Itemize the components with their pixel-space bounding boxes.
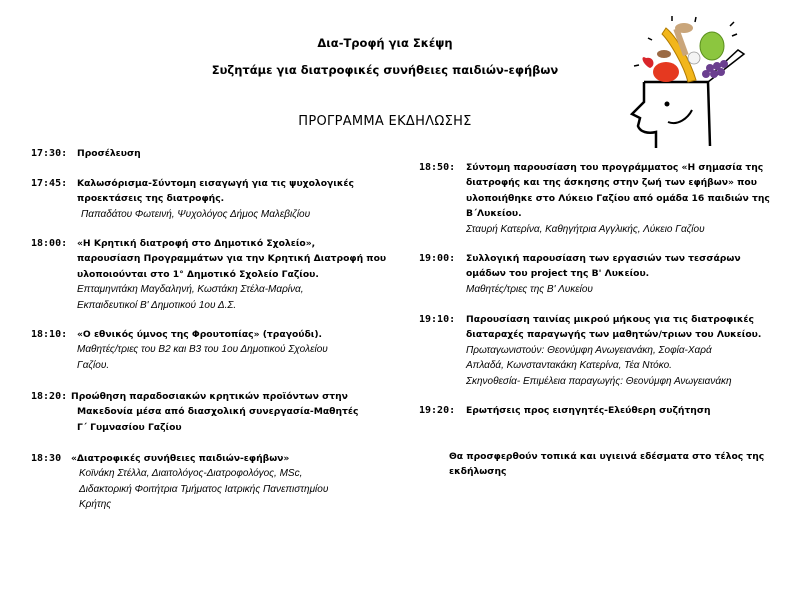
program-heading: ΠΡΟΓΡΑΜΜΑ ΕΚΔΗΛΩΣΗΣ xyxy=(298,114,472,129)
schedule-time: 18:00: xyxy=(31,238,68,249)
speaker: Μαθητές/τριες του Β2 και Β3 του 1ου Δημοτικού Σχολείου xyxy=(77,344,328,356)
schedule-desc: «Διατροφικές συνήθειες παιδιών-εφήβων» xyxy=(71,453,290,464)
schedule-desc: υλοποιούνται στο 1° Δημοτικό Σχολείο Γαζίου. xyxy=(77,268,319,280)
schedule-desc: Καλωσόρισμα-Σύντομη εισαγωγή για τις ψυχολογικές xyxy=(77,178,354,189)
schedule-time: 18:10: xyxy=(31,329,68,340)
schedule-desc: διαταραχές παραγωγής των μαθητών/τριων του Λυκείου. xyxy=(466,329,762,341)
speaker: Εκπαιδευτικοί Β' Δημοτικού 1ου Δ.Σ. xyxy=(77,299,237,311)
speaker: Παπαδάτου Φωτεινή, Ψυχολόγος Δήμος Μαλεβιζίου xyxy=(81,208,311,220)
schedule-desc: «Ο εθνικός ύμνος της Φρουτοπίας» (τραγούδι). xyxy=(77,329,323,340)
schedule-desc: Συλλογική παρουσίαση των εργασιών των τεσσάρων xyxy=(466,253,741,264)
schedule-time: 18:20: xyxy=(31,391,68,402)
schedule-desc: Ερωτήσεις προς εισηγητές-Ελεύθερη συζήτηση xyxy=(466,405,711,416)
speaker: Πρωταγωνιστούν: Θεονύμφη Ανωγειανάκη, Σοφία-Χαρά xyxy=(466,344,712,356)
footer-note-line: εκδήλωσης xyxy=(449,466,507,478)
schedule-time: 19:00: xyxy=(419,253,456,264)
schedule-time: 18:30 xyxy=(31,453,62,464)
footer-note xyxy=(449,449,779,480)
speaker: Σκηνοθεσία- Επιμέλεια παραγωγής: Θεονύμφη Ανωγειανάκη xyxy=(466,375,732,387)
schedule-desc: προεκτάσεις της διατροφής. xyxy=(77,193,225,205)
schedule-time: 17:45: xyxy=(31,178,68,189)
schedule-desc: Β΄Λυκείου. xyxy=(466,208,522,220)
speaker: Σταυρή Κατερίνα, Καθηγήτρια Αγγλικής, Λύκειο Γαζίου xyxy=(466,223,705,235)
schedule-desc: Προώθηση παραδοσιακών κρητικών προϊόντων στην xyxy=(71,391,348,402)
speaker: Μαθητές/τριες της Β' Λυκείου xyxy=(466,283,593,295)
schedule-time: 19:10: xyxy=(419,314,456,325)
speaker: Κοϊνάκη Στέλλα, Διαιτολόγος-Διατροφολόγος, MSc, xyxy=(79,468,303,480)
schedule-desc: Γ΄ Γυμνασίου Γαζίου xyxy=(77,421,182,433)
schedule-time: 19:20: xyxy=(419,405,456,416)
event-subtitle: Συζητάμε για διατροφικές συνήθειες παιδιών-εφήβων xyxy=(211,63,559,77)
schedule-desc: Σύντομη παρουσίαση του προγράμματος «Η σημασία της xyxy=(466,162,764,173)
schedule-desc: «Η Κρητική διατροφή στο Δημοτικό Σχολείο», xyxy=(77,238,316,249)
speaker: Απλαδά, Κωνσταντακάκη Κατερίνα, Τέα Ντόκο. xyxy=(466,360,672,372)
speaker: Επταμηνιτάκη Μαγδαληνή, Κωστάκη Στέλα-Μαρίνα, xyxy=(77,284,304,296)
head-with-vegetables-icon xyxy=(626,14,746,150)
footer-note-line: Θα προσφερθούν τοπικά και υγιεινά εδέσματα στο τέλος της xyxy=(449,451,765,462)
schedule-desc: Παρουσίαση ταινίας μικρού μήκους για τις διατροφικές xyxy=(466,314,754,325)
schedule-desc: Προσέλευση xyxy=(77,148,141,159)
schedule-desc: διατροφής και της άσκησης στην ζωή των εφήβων» που xyxy=(466,177,757,189)
schedule-desc: ομάδων του project της Β' Λυκείου. xyxy=(466,268,650,280)
speaker: Διδακτορική Φοιτήτρια Τμήματος Ιατρικής Πανεπιστημίου xyxy=(79,483,329,495)
schedule-desc: Μακεδονία μέσα από διασχολική συνεργασία-Μαθητές xyxy=(77,406,359,418)
speaker: Γαζίου. xyxy=(77,359,110,371)
schedule-time: 17:30: xyxy=(31,148,68,159)
event-title: Δια-Τροφή για Σκέψη xyxy=(317,36,453,50)
schedule-desc: υλοποιήθηκε στο Λύκειο Γαζίου από ομάδα 16 παιδιών της xyxy=(466,192,770,204)
schedule-time: 18:50: xyxy=(419,162,456,173)
speaker: Κρήτης xyxy=(79,499,112,511)
schedule-desc: παρουσίαση Προγραμμάτων για την Κρητική Διατροφή που xyxy=(77,253,387,265)
